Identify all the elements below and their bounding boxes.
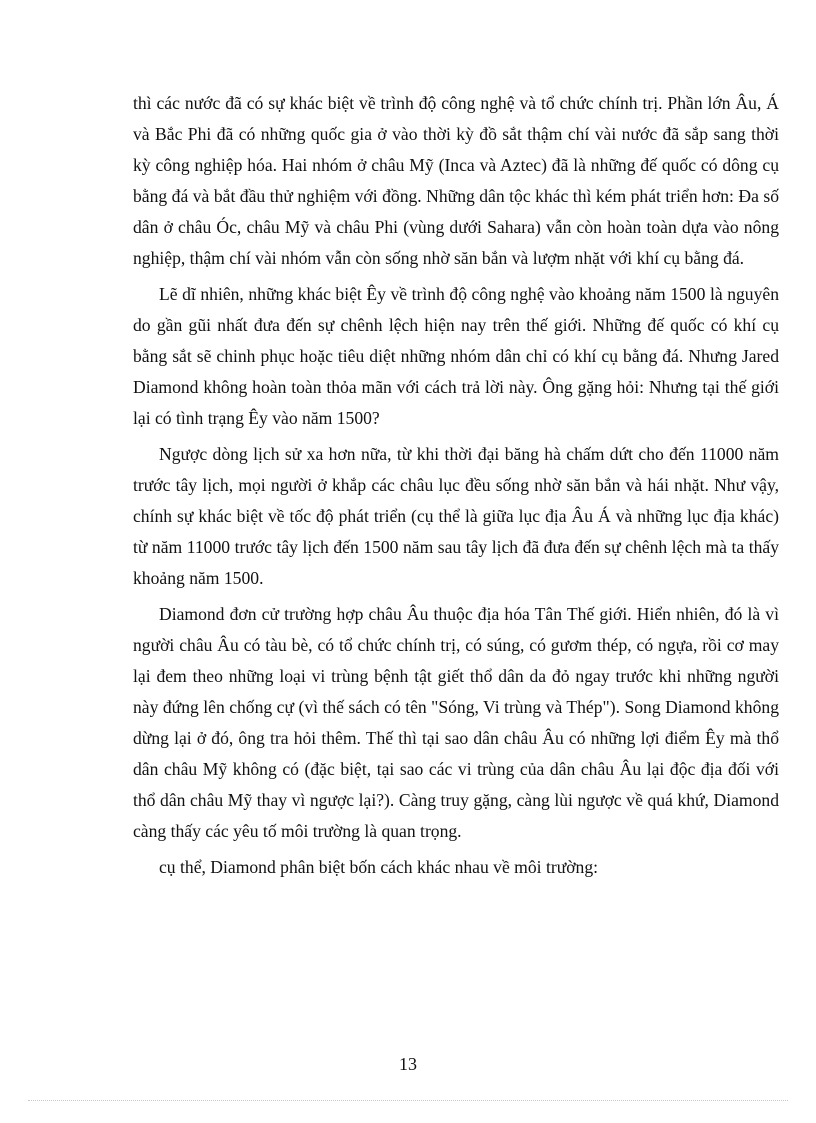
paragraph-3: Ngược dòng lịch sử xa hơn nữa, từ khi thời đại băng hà chấm dứt cho đến 11000 năm trước tây lịch, mọi người ở khắp các châu lục đều sống nhờ săn bắn và hái nhặt. Như vậy, chính sự khác biệt về tốc độ phát triển (cụ thể là giữa lục địa Âu Á và những lục địa khác) từ năm 11000 trước tây lịch đến 1500 năm sau tây lịch đã đưa đến sự chênh lệch mà ta thấy khoảng năm 1500. <box>133 444 779 588</box>
paragraph-1: thì các nước đã có sự khác biệt về trình độ công nghệ và tổ chức chính trị. Phần lớn Âu, Á và Bắc Phi đã có những quốc gia ở vào thời kỳ đồ sắt thậm chí vài nước đã sắp sang thời kỳ công nghiệp hóa. Hai nhóm ở châu Mỹ (Inca và Aztec) đã là những đế quốc có dông cụ bằng đá và bắt đầu thử nghiệm với đồng. Những dân tộc khác thì kém phát triển hơn: Đa số dân ở châu Óc, châu Mỹ và châu Phi (vùng dưới Sahara) vẫn còn hoàn toàn dựa vào nông nghiệp, thậm chí vài nhóm vẫn còn sống nhờ săn bắn và lượm nhặt với khí cụ bằng đá. <box>133 93 779 268</box>
page-number: 13 <box>399 1054 417 1074</box>
page-bottom-divider <box>28 1100 788 1101</box>
paragraph-5: cụ thể, Diamond phân biệt bốn cách khác nhau về môi trường: <box>159 857 599 877</box>
paragraph-4: Diamond đơn cử trường hợp châu Âu thuộc địa hóa Tân Thế giới. Hiển nhiên, đó là vì người châu Âu có tàu bè, có tổ chức chính trị, có súng, có gươm thép, có ngựa, rồi cơ may lại đem theo những loại vi trùng bệnh tật giết thổ dân da đỏ ngay trước khi những người này đứng lên chống cự (vì thế sách có tên "Sóng, Vi trùng và Thép"). Song Diamond không dừng lại ở đó, ông tra hỏi thêm. Thế thì tại sao dân châu Âu có những lợi điểm Êy mà thổ dân châu Mỹ không có (đặc biệt, tại sao các vi trùng của dân châu Âu lại độc địa đối với thổ dân châu Mỹ thay vì ngược lại?). Càng truy gặng, càng lùi ngược về quá khứ, Diamond càng thấy các yêu tố môi trường là quan trọng. <box>133 604 779 841</box>
paragraph-2: Lẽ dĩ nhiên, những khác biệt Êy về trình độ công nghệ vào khoảng năm 1500 là nguyên do gần gũi nhất đưa đến sự chênh lệch hiện nay trên thế giới. Những đế quốc có khí cụ bằng sắt sẽ chinh phục hoặc tiêu diệt những nhóm dân chỉ có khí cụ bằng đá. Nhưng Jared Diamond không hoàn toàn thỏa mãn với cách trả lời này. Ông gặng hỏi: Nhưng tại thế giới lại có tình trạng Êy vào năm 1500? <box>133 284 779 428</box>
body-text <box>133 88 779 888</box>
